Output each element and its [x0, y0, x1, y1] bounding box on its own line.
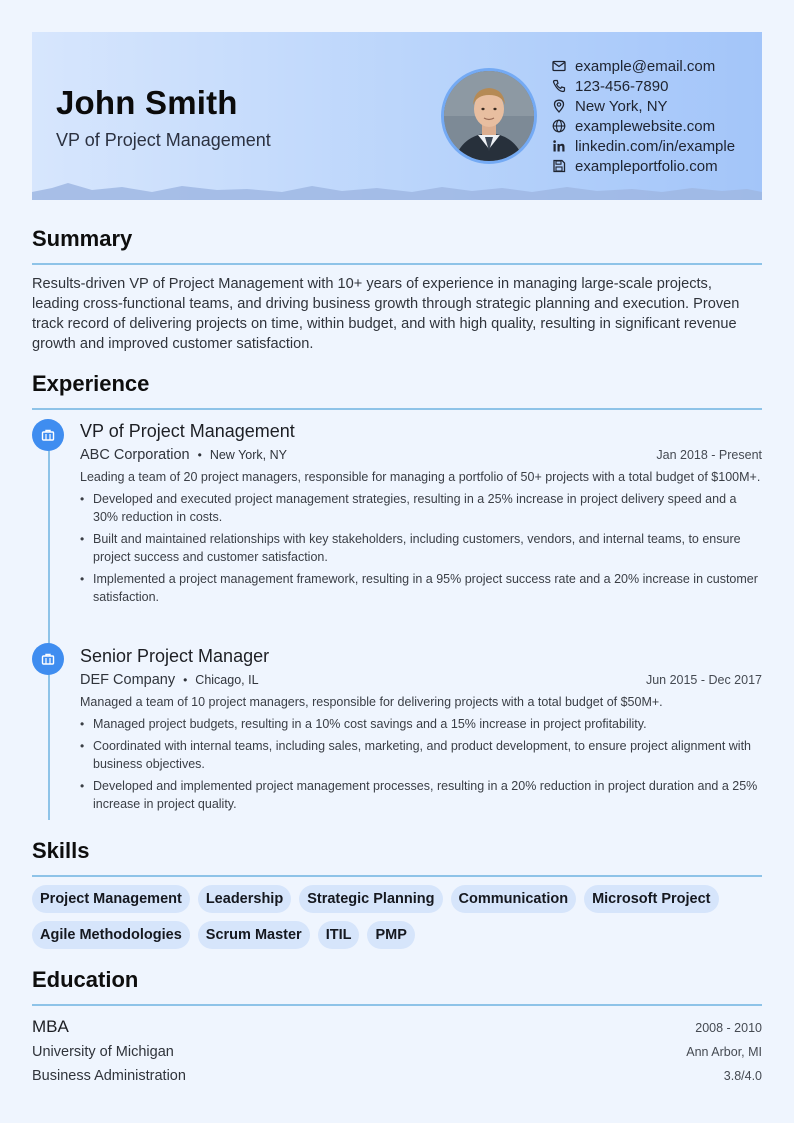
job-role: Senior Project Manager [80, 646, 270, 666]
briefcase-icon [32, 643, 64, 675]
contact-website[interactable] [552, 116, 735, 136]
globe-icon [552, 119, 566, 133]
candidate-name: John Smith [56, 84, 238, 121]
job-role: VP of Project Management [80, 421, 295, 441]
skill-chip: Agile Methodologies [32, 921, 190, 949]
summary-divider [32, 263, 762, 265]
job-dates: Jun 2015 - Dec 2017 [645, 673, 762, 687]
job-separator: • [197, 448, 202, 462]
contact-phone-text: 123-456-7890 [575, 77, 669, 95]
education-divider [32, 1004, 762, 1006]
profile-photo-illustration [444, 71, 534, 161]
skill-chip: PMP [367, 921, 414, 949]
briefcase-icon [32, 419, 64, 451]
experience-item [80, 645, 762, 817]
contact-email[interactable] [552, 56, 735, 76]
job-bullets [80, 715, 762, 813]
contact-phone[interactable] [552, 76, 735, 96]
summary-text: Results-driven VP of Project Management with 10+ years of experience in managing large-scale projects, leading cross-functional teams, and driving business growth through strategic planning and execution. Proven track record of delivering projects on time, within budget, and with high quality, resulting in significant revenue growth and improved customer satisfaction. [32, 276, 740, 352]
education-gpa: 3.8/4.0 [723, 1069, 762, 1083]
education-field: Business Administration [32, 1068, 186, 1084]
experience-divider [32, 408, 762, 410]
job-dates: Jan 2018 - Present [656, 448, 762, 462]
skill-chip: Leadership [198, 885, 291, 913]
job-separator: • [183, 673, 188, 687]
skills-divider [32, 875, 762, 877]
resume-header [32, 32, 762, 200]
job-location: New York, NY [209, 448, 287, 462]
skills-list [32, 885, 762, 949]
education-heading: Education [32, 967, 139, 992]
skill-chip: Strategic Planning [299, 885, 442, 913]
header-mountain-decoration [32, 180, 762, 200]
skill-chip: Communication [451, 885, 577, 913]
contact-portfolio-text: exampleportfolio.com [575, 157, 718, 175]
location-pin-icon [552, 99, 566, 113]
mail-icon [552, 59, 566, 73]
education-school-row [32, 1044, 762, 1060]
contact-website-text: examplewebsite.com [575, 117, 716, 135]
job-company: DEF Company [80, 672, 176, 688]
job-bullets [80, 490, 762, 606]
contact-linkedin-text: linkedin.com/in/example [575, 137, 736, 155]
education-degree: MBA [32, 1017, 69, 1036]
skill-chip: Project Management [32, 885, 190, 913]
education-school: University of Michigan [32, 1044, 174, 1060]
job-meta [80, 671, 762, 689]
skills-heading: Skills [32, 838, 90, 863]
education-dates: 2008 - 2010 [695, 1021, 762, 1035]
experience-item [80, 420, 762, 610]
contact-linkedin[interactable] [552, 136, 735, 156]
job-meta [80, 446, 762, 464]
education-degree-row [32, 1017, 762, 1037]
summary-heading: Summary [32, 226, 133, 251]
skill-chip: ITIL [318, 921, 360, 949]
contact-portfolio[interactable] [552, 156, 735, 176]
profile-photo [441, 68, 537, 164]
phone-icon [552, 79, 566, 93]
contact-location-text: New York, NY [575, 97, 668, 115]
job-bullet: • Coordinated with internal teams, including sales, marketing, and product development, to ensure project alignment with business objectives. [80, 737, 762, 773]
job-description: Managed a team of 10 project managers, responsible for delivering projects with a total budget of $50M+. [80, 695, 663, 709]
contact-email-text: example@email.com [575, 57, 716, 75]
education-field-row [32, 1068, 762, 1084]
job-location: Chicago, IL [195, 673, 259, 687]
job-bullet: • Built and maintained relationships with key stakeholders, including customers, vendors, and internal teams, to ensure project success and customer satisfaction. [80, 530, 762, 566]
experience-heading: Experience [32, 371, 150, 396]
job-bullet: • Developed and executed project management strategies, resulting in a 25% increase in project delivery speed and a 30% reduction in costs. [80, 490, 762, 526]
experience-timeline [48, 432, 50, 820]
job-description: Leading a team of 20 project managers, responsible for managing a portfolio of 50+ projects with a total budget of $100M+. [80, 470, 761, 484]
skill-chip: Microsoft Project [584, 885, 718, 913]
job-company: ABC Corporation [80, 447, 190, 463]
skill-chip: Scrum Master [198, 921, 310, 949]
job-bullet: • Implemented a project management framework, resulting in a 95% project success rate and a 20% increase in customer satisfaction. [80, 570, 762, 606]
linkedin-icon [552, 139, 566, 153]
education-location: Ann Arbor, MI [686, 1045, 762, 1059]
job-bullet: • Managed project budgets, resulting in a 10% cost savings and a 15% increase in project profitability. [80, 715, 762, 733]
portfolio-icon [552, 159, 566, 173]
candidate-title: VP of Project Management [56, 130, 271, 150]
contact-list [552, 56, 735, 176]
contact-location [552, 96, 735, 116]
job-bullet: • Developed and implemented project management processes, resulting in a 20% reduction in project duration and a 25% increase in project quality. [80, 777, 762, 813]
